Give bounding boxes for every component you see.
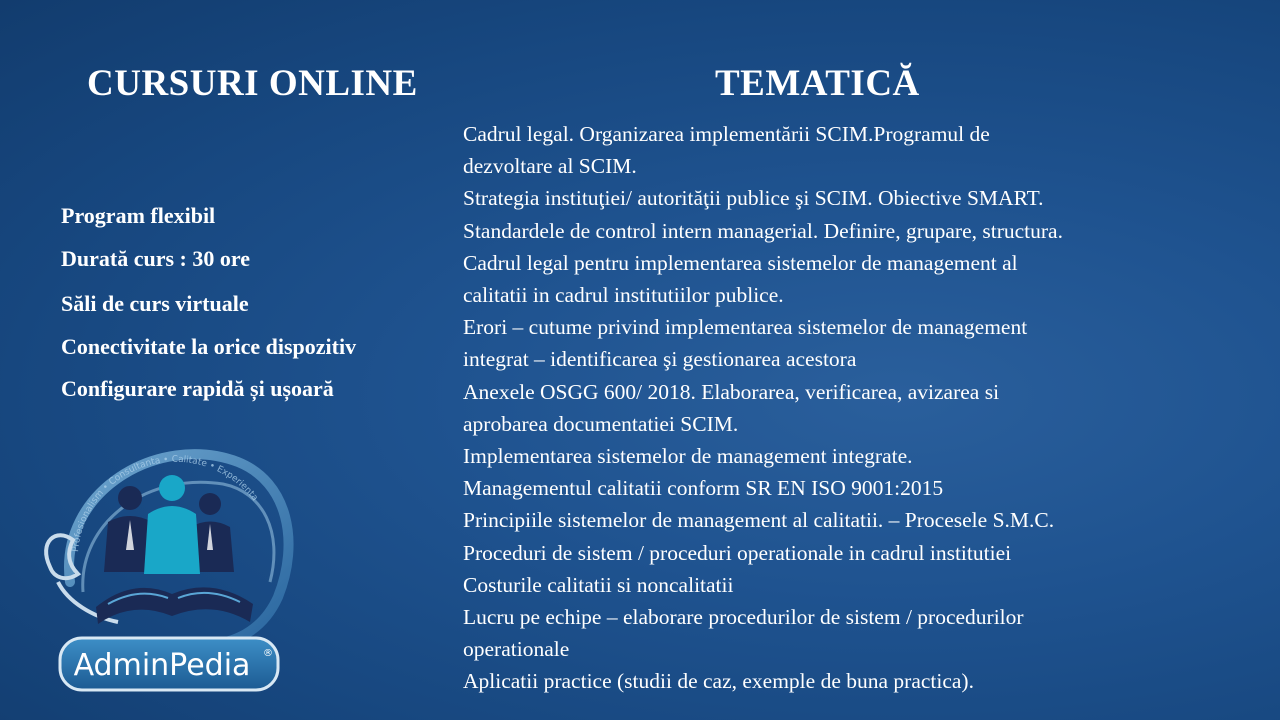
- feature-item: Program flexibil: [61, 203, 216, 228]
- feature-item: Configurare rapidă și ușoară: [61, 376, 334, 401]
- topic-item: Implementarea sistemelor de management integrate.: [463, 444, 913, 469]
- heading-online-courses: CURSURI ONLINE: [87, 63, 418, 104]
- feature-item: Durată curs : 30 ore: [61, 246, 250, 271]
- registered-mark: ®: [263, 648, 273, 659]
- people-icon: [104, 475, 234, 574]
- logo-ring-text: Profesionalism • Consultanta • Calitate • Experienta: [70, 454, 260, 553]
- course-features-list: [61, 202, 356, 403]
- topic-item: Cadrul legal pentru implementarea sistemelor de management al calitatii in cadrul institutiilor publice.: [463, 250, 1018, 308]
- logo-brand-text: AdminPedia: [73, 648, 251, 683]
- feature-item: Săli de curs virtuale: [61, 291, 249, 316]
- topic-item: Cadrul legal. Organizarea implementării SCIM.Programul de dezvoltare al SCIM.: [463, 122, 990, 179]
- feature-item: Conectivitate la orice dispozitiv: [61, 334, 357, 359]
- logo-graphic: [38, 432, 300, 704]
- heading-topics: TEMATICĂ: [715, 63, 920, 104]
- adminpedia-logo: [38, 432, 300, 704]
- topic-item: Standardele de control intern managerial. Definire, grupare, structura.: [463, 218, 1063, 243]
- topic-item: Principiile sistemelor de management al calitatii. – Procesele S.M.C.: [463, 508, 1055, 533]
- topic-item: Lucru pe echipe – elaborare procedurilor de sistem / procedurilor operationale: [463, 605, 1024, 662]
- topic-item: Costurile calitatii si noncalitatii: [463, 572, 734, 597]
- book-icon: [96, 587, 253, 624]
- topic-item: Strategia instituţiei/ autorităţii publice şi SCIM. Obiective SMART.: [463, 186, 1044, 211]
- topic-item: Proceduri de sistem / proceduri operationale in cadrul institutiei: [463, 540, 1012, 565]
- topic-item: Anexele OSGG 600/ 2018. Elaborarea, verificarea, avizarea si aprobarea documentatiei SCIM.: [463, 379, 1000, 436]
- topic-item: Aplicatii practice (studii de caz, exemple de buna practica).: [463, 669, 974, 694]
- topic-item: Erori – cutume privind implementarea sistemelor de management integrat – identificarea şi gestionarea acestora: [463, 315, 1028, 372]
- topics-list: [463, 118, 1263, 698]
- topic-item: Managementul calitatii conform SR EN ISO 9001:2015: [463, 476, 944, 501]
